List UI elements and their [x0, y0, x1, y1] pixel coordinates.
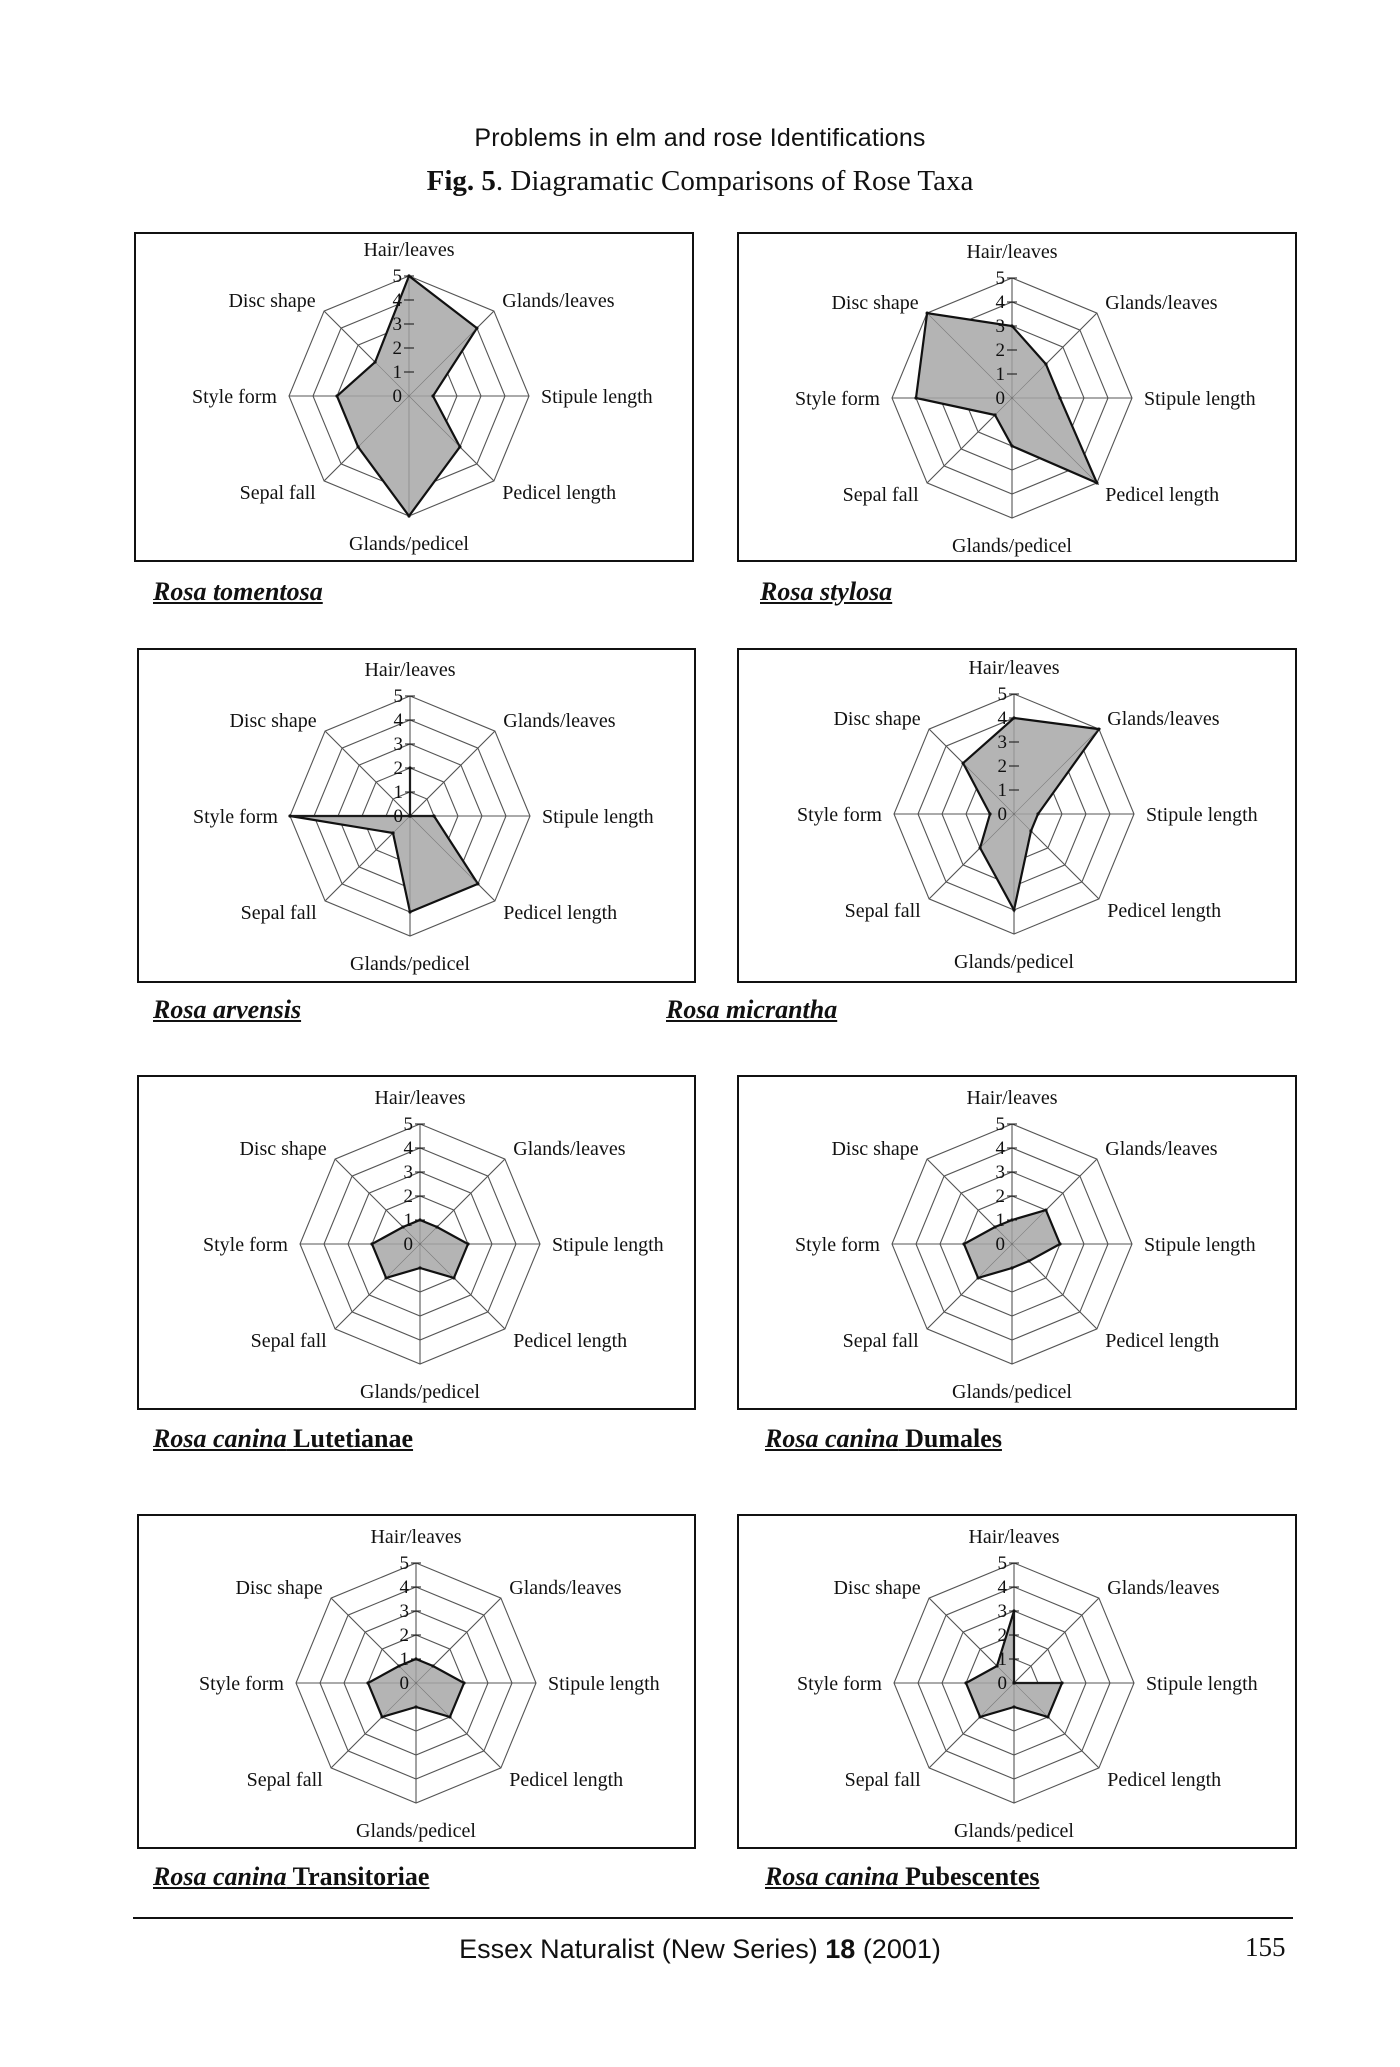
data-point	[380, 1715, 383, 1718]
tick-label: 2	[995, 1186, 1005, 1207]
tick-label: 3	[403, 1162, 413, 1183]
axis-label: Style form	[193, 806, 278, 828]
species-name: Rosa canina	[765, 1424, 899, 1453]
chart-caption	[153, 1862, 429, 1892]
tick-label: 2	[393, 758, 403, 779]
tick-label: 3	[997, 732, 1007, 753]
axis-label: Hair/leaves	[374, 1087, 466, 1109]
tick-label: 0	[393, 806, 403, 827]
tick-label: 0	[995, 388, 1005, 409]
axis-label: Style form	[199, 1673, 284, 1695]
axis-label: Style form	[797, 1673, 882, 1695]
species-name: Rosa arvensis	[153, 995, 302, 1024]
axis-label: Glands/pedicel	[954, 951, 1074, 973]
axis-label: Sepal fall	[842, 1330, 919, 1353]
radar-chart-panel	[137, 1514, 696, 1849]
axis-label: Disc shape	[239, 1137, 327, 1160]
tick-label: 5	[995, 1114, 1005, 1135]
data-point	[408, 910, 411, 913]
radar-chart-panel	[737, 1514, 1297, 1849]
species-name: Rosa canina	[765, 1862, 899, 1891]
tick-label: 1	[997, 1649, 1007, 1670]
data-point	[384, 1276, 387, 1279]
data-point	[1058, 396, 1061, 399]
axis-label: Pedicel length	[503, 902, 618, 925]
data-point	[964, 1681, 967, 1684]
axis-label: Sepal fall	[240, 902, 317, 925]
data-point	[1012, 1705, 1015, 1708]
radar-chart	[739, 1516, 1299, 1851]
tick-label: 1	[997, 780, 1007, 801]
data-point	[1029, 829, 1032, 832]
data-point	[1012, 1681, 1015, 1684]
data-point	[976, 1276, 979, 1279]
data-point	[1046, 1715, 1049, 1718]
axis-label: Stipule length	[548, 1673, 660, 1695]
tick-label: 3	[997, 1601, 1007, 1622]
section-name: Lutetianae	[286, 1424, 414, 1453]
radar-chart	[739, 1077, 1299, 1412]
data-point	[914, 396, 917, 399]
tick-label: 5	[995, 268, 1005, 289]
axis-label: Stipule length	[552, 1234, 664, 1256]
journal-year: (2001)	[862, 1934, 941, 1964]
radar-chart-panel	[137, 1075, 696, 1410]
data-point	[391, 831, 394, 834]
tick-label: 1	[403, 1210, 413, 1231]
tick-label: 3	[399, 1601, 409, 1622]
radar-chart	[139, 650, 698, 985]
tick-label: 5	[393, 686, 403, 707]
axis-label: Disc shape	[833, 707, 921, 730]
chart-caption	[760, 577, 892, 607]
data-point	[466, 1242, 469, 1245]
data-point	[431, 394, 434, 397]
axis-label: Glands/pedicel	[952, 1381, 1072, 1403]
axis-label: Stipule length	[542, 806, 654, 828]
tick-label: 1	[995, 1210, 1005, 1231]
axis-label: Sepal fall	[250, 1330, 327, 1353]
tick-label: 4	[399, 1577, 409, 1598]
axis-label: Style form	[795, 388, 880, 410]
tick-label: 0	[403, 1234, 413, 1255]
tick-label: 0	[997, 804, 1007, 825]
species-name: Rosa stylosa	[760, 577, 893, 606]
tick-label: 5	[997, 1553, 1007, 1574]
axis-label: Pedicel length	[509, 1769, 624, 1792]
radar-chart	[739, 234, 1299, 564]
figure-label: Fig. 5	[426, 165, 496, 197]
tick-label: 5	[392, 266, 402, 287]
axis-label: Pedicel length	[1107, 900, 1222, 923]
axis-label: Glands/pedicel	[349, 533, 469, 555]
radar-chart-panel	[737, 1075, 1297, 1410]
data-point	[431, 1664, 434, 1667]
species-name: Rosa canina	[153, 1862, 287, 1891]
data-point	[978, 846, 981, 849]
axis-label: Hair/leaves	[966, 1087, 1058, 1109]
data-point	[962, 1242, 965, 1245]
tick-label: 2	[399, 1625, 409, 1646]
tick-label: 5	[399, 1553, 409, 1574]
running-head: Problems in elm and rose Identifications	[474, 124, 926, 152]
data-point	[1058, 1242, 1061, 1245]
axis-label: Glands/leaves	[503, 709, 616, 732]
axis-label: Sepal fall	[246, 1769, 323, 1792]
axis-label: Glands/leaves	[502, 289, 615, 312]
figure-title-text: . Diagramatic Comparisons of Rose Taxa	[495, 165, 974, 197]
chart-caption	[765, 1424, 1002, 1454]
axis-label: Disc shape	[228, 289, 316, 312]
data-point	[408, 814, 411, 817]
tick-label: 4	[995, 1138, 1005, 1159]
axis-label: Style form	[203, 1234, 288, 1256]
data-point	[988, 812, 991, 815]
tick-label: 1	[995, 364, 1005, 385]
data-point	[432, 814, 435, 817]
data-point	[366, 1681, 369, 1684]
tick-label: 4	[393, 710, 403, 731]
axis-label: Glands/leaves	[1105, 291, 1218, 314]
axis-label: Glands/leaves	[509, 1576, 622, 1599]
tick-label: 0	[995, 1234, 1005, 1255]
data-point	[961, 761, 964, 764]
data-point	[373, 360, 376, 363]
tick-label: 5	[403, 1114, 413, 1135]
axis-label: Stipule length	[1146, 804, 1258, 826]
tick-label: 4	[995, 292, 1005, 313]
tick-label: 4	[392, 290, 402, 311]
axis-label: Disc shape	[833, 1576, 921, 1599]
data-point	[356, 445, 359, 448]
axis-label: Style form	[192, 386, 277, 408]
axis-label: Glands/pedicel	[356, 1820, 476, 1842]
tick-label: 3	[995, 1162, 1005, 1183]
tick-label: 2	[403, 1186, 413, 1207]
journal-volume: 18	[825, 1934, 856, 1964]
axis-label: Disc shape	[831, 1137, 919, 1160]
axis-label: Hair/leaves	[363, 239, 455, 261]
axis-label: Pedicel length	[1105, 1330, 1220, 1353]
chart-caption	[666, 995, 837, 1025]
data-point	[1060, 1681, 1063, 1684]
tick-label: 3	[995, 316, 1005, 337]
axis-label: Sepal fall	[844, 900, 921, 923]
figure-title	[0, 165, 1400, 198]
data-point	[335, 394, 338, 397]
species-name: Rosa canina	[153, 1424, 287, 1453]
data-point	[1010, 1266, 1013, 1269]
axis-label: Sepal fall	[239, 482, 316, 505]
tick-label: 2	[997, 1625, 1007, 1646]
axis-label: Hair/leaves	[968, 1526, 1060, 1548]
axis-label: Hair/leaves	[370, 1526, 462, 1548]
data-point	[414, 1705, 417, 1708]
data-point	[1044, 1208, 1047, 1211]
footer-rule	[133, 1917, 1293, 1919]
radar-chart	[136, 234, 696, 564]
data-point	[1044, 362, 1047, 365]
tick-label: 1	[399, 1649, 409, 1670]
tick-label: 4	[997, 708, 1007, 729]
species-name: Rosa tomentosa	[153, 577, 323, 606]
section-name: Pubescentes	[898, 1862, 1040, 1891]
tick-label: 3	[393, 734, 403, 755]
data-point	[462, 1681, 465, 1684]
axis-label: Style form	[797, 804, 882, 826]
data-point	[452, 1276, 455, 1279]
radar-chart-panel	[737, 232, 1297, 562]
data-point	[458, 445, 461, 448]
axis-label: Stipule length	[541, 386, 653, 408]
data-point	[448, 1715, 451, 1718]
journal-name: Essex Naturalist (New Series)	[459, 1934, 818, 1964]
tick-label: 5	[997, 684, 1007, 705]
data-point	[418, 1266, 421, 1269]
axis-label: Glands/pedicel	[350, 953, 470, 975]
tick-label: 0	[997, 1673, 1007, 1694]
data-point	[1095, 481, 1098, 484]
axis-label: Glands/pedicel	[952, 535, 1072, 557]
axis-label: Hair/leaves	[364, 659, 456, 681]
page-number: 155	[1245, 1932, 1286, 1962]
data-point	[1012, 908, 1015, 911]
species-name: Rosa micrantha	[666, 995, 838, 1024]
axis-label: Pedicel length	[1105, 484, 1220, 507]
axis-label: Glands/leaves	[1107, 1576, 1220, 1599]
data-point	[978, 1715, 981, 1718]
data-point	[435, 1225, 438, 1228]
footer-citation	[0, 1934, 1400, 1965]
axis-label: Stipule length	[1146, 1673, 1258, 1695]
data-point	[370, 1242, 373, 1245]
tick-label: 0	[392, 386, 402, 407]
axis-label: Style form	[795, 1234, 880, 1256]
section-name: Dumales	[898, 1424, 1002, 1453]
tick-label: 2	[392, 338, 402, 359]
tick-label: 1	[393, 782, 403, 803]
axis-label: Glands/pedicel	[360, 1381, 480, 1403]
axis-label: Pedicel length	[502, 482, 617, 505]
tick-label: 1	[392, 362, 402, 383]
radar-chart-panel	[137, 648, 696, 983]
data-point	[1097, 728, 1100, 731]
data-point	[476, 882, 479, 885]
axis-label: Hair/leaves	[968, 657, 1060, 679]
axis-label: Disc shape	[229, 709, 317, 732]
axis-label: Disc shape	[831, 291, 919, 314]
data-point	[1036, 812, 1039, 815]
axis-label: Glands/leaves	[1107, 707, 1220, 730]
radar-chart	[139, 1516, 698, 1851]
axis-label: Pedicel length	[513, 1330, 628, 1353]
data-point	[926, 312, 929, 315]
chart-caption	[765, 1862, 1039, 1892]
axis-label: Disc shape	[235, 1576, 323, 1599]
data-point	[1010, 444, 1013, 447]
radar-chart	[139, 1077, 698, 1412]
axis-label: Hair/leaves	[966, 241, 1058, 263]
chart-caption	[153, 995, 301, 1025]
data-point	[1027, 1259, 1030, 1262]
axis-label: Stipule length	[1144, 388, 1256, 410]
tick-label: 2	[995, 340, 1005, 361]
tick-label: 0	[399, 1673, 409, 1694]
data-point	[407, 514, 410, 517]
tick-label: 4	[997, 1577, 1007, 1598]
axis-label: Sepal fall	[842, 484, 919, 507]
data-point	[288, 814, 291, 817]
chart-caption	[153, 577, 323, 607]
axis-label: Sepal fall	[844, 1769, 921, 1792]
axis-label: Glands/leaves	[1105, 1137, 1218, 1160]
data-point	[475, 327, 478, 330]
axis-label: Stipule length	[1144, 1234, 1256, 1256]
radar-chart-panel	[737, 648, 1297, 983]
chart-caption	[153, 1424, 413, 1454]
tick-label: 3	[392, 314, 402, 335]
tick-label: 4	[403, 1138, 413, 1159]
axis-label: Glands/pedicel	[954, 1820, 1074, 1842]
axis-label: Glands/leaves	[513, 1137, 626, 1160]
axis-label: Pedicel length	[1107, 1769, 1222, 1792]
tick-label: 2	[997, 756, 1007, 777]
radar-chart-panel	[134, 232, 694, 562]
radar-chart	[739, 650, 1299, 985]
section-name: Transitoriae	[286, 1862, 430, 1891]
data-point	[993, 413, 996, 416]
